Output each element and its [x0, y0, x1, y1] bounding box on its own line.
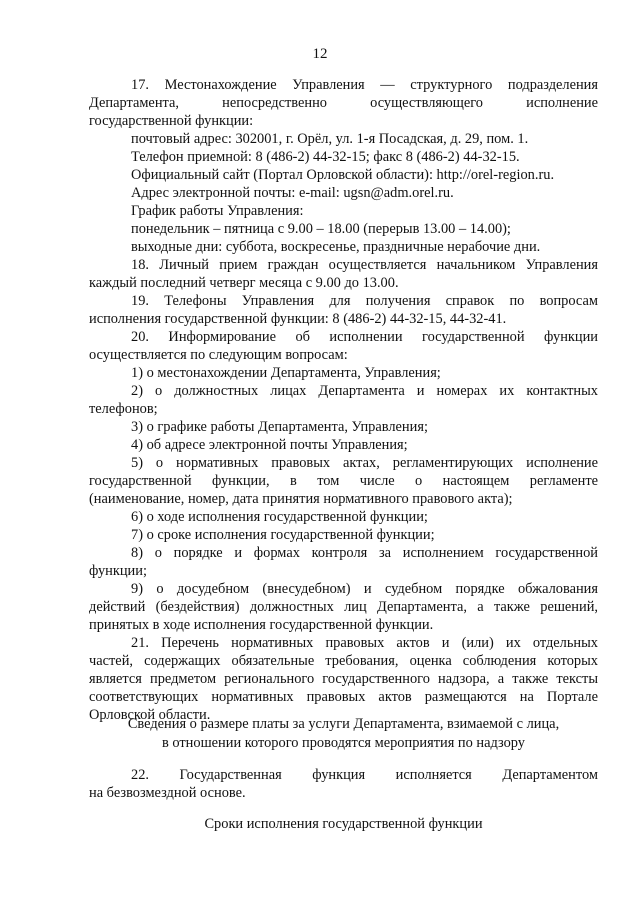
text-line: исполнения государственной функции: 8 (486-2) 44-32-15, 44-32-41. — [89, 311, 507, 327]
section-heading-terms: Сроки исполнения государственной функции — [204, 816, 483, 832]
text-line: Телефон приемной: 8 (486-2) 44-32-15; факс 8 (486-2) 44-32-15. — [131, 149, 520, 165]
text-line: Департамента, непосредственно осуществляющего исполнение — [89, 95, 598, 111]
text-line: (наименование, номер, дата принятия нормативного правового акта); — [89, 491, 513, 507]
text-line: 22. Государственная функция исполняется Департаментом — [131, 767, 598, 783]
text-line: 20. Информирование об исполнении государственной функции — [131, 329, 598, 345]
text-line: действий (бездействия) должностных лиц Департамента, а также решений, — [89, 599, 598, 615]
text-line: на безвозмездной основе. — [89, 785, 246, 801]
text-line: 5) о нормативных правовых актах, регламентирующих исполнение — [131, 455, 598, 471]
text-line: соответствующих нормативных правовых актов размещаются на Портале — [89, 689, 598, 705]
text-line: функции; — [89, 563, 147, 579]
text-line: 21. Перечень нормативных правовых актов и (или) их отдельных — [131, 635, 598, 651]
text-line: 18. Личный прием граждан осуществляется начальником Управления — [131, 257, 598, 273]
text-line: почтовый адрес: 302001, г. Орёл, ул. 1-я Посадская, д. 29, пом. 1. — [131, 131, 529, 147]
text-line: государственной функции, в том числе о настоящем регламенте — [89, 473, 598, 489]
heading-line: в отношении которого проводятся мероприятия по надзору — [161, 735, 525, 751]
text-line: является предметом регионального государственного надзора, а также тексты — [89, 671, 598, 687]
text-line: каждый последний четверг месяца с 9.00 до 13.00. — [89, 275, 399, 291]
text-line: 17. Местонахождение Управления — структурного подразделения — [131, 77, 598, 93]
text-line: 4) об адресе электронной почты Управления; — [131, 437, 408, 453]
text-line: Адрес электронной почты: e-mail: ugsn@adm.orel.ru. — [131, 185, 454, 201]
text-line: 19. Телефоны Управления для получения справок по вопросам — [131, 293, 598, 309]
text-line: 3) о графике работы Департамента, Управления; — [131, 419, 428, 435]
text-line: График работы Управления: — [131, 203, 304, 219]
text-line: 1) о местонахождении Департамента, Управления; — [131, 365, 441, 381]
text-line: Официальный сайт (Портал Орловской области): http://orel-region.ru. — [131, 167, 555, 183]
page-number: 12 — [312, 46, 328, 62]
text-line: телефонов; — [89, 401, 158, 417]
text-line: понедельник – пятница с 9.00 – 18.00 (перерыв 13.00 – 14.00); — [131, 221, 511, 237]
heading-line: Сведения о размере платы за услуги Департамента, взимаемой с лица, — [127, 716, 560, 732]
text-line: 8) о порядке и формах контроля за исполнением государственной — [131, 545, 598, 561]
paragraph-22 — [89, 766, 598, 802]
text-line: принятых в ходе исполнения государственной функции. — [89, 617, 434, 633]
text-line: Орловской области. — [89, 707, 211, 723]
text-line: 6) о ходе исполнения государственной функции; — [131, 509, 428, 525]
text-line: 2) о должностных лицах Департамента и номерах их контактных — [131, 383, 598, 399]
text-line: частей, содержащих обязательные требования, оценка соблюдения которых — [89, 653, 598, 669]
text-line: 7) о сроке исполнения государственной функции; — [131, 527, 435, 543]
text-line: осуществляется по следующим вопросам: — [89, 347, 348, 363]
text-line: выходные дни: суббота, воскресенье, праздничные нерабочие дни. — [131, 239, 541, 255]
document-body — [89, 76, 598, 724]
section-heading-fee — [89, 715, 598, 753]
text-line: 9) о досудебном (внесудебном) и судебном порядке обжалования — [131, 581, 598, 597]
text-line: государственной функции: — [89, 113, 254, 129]
